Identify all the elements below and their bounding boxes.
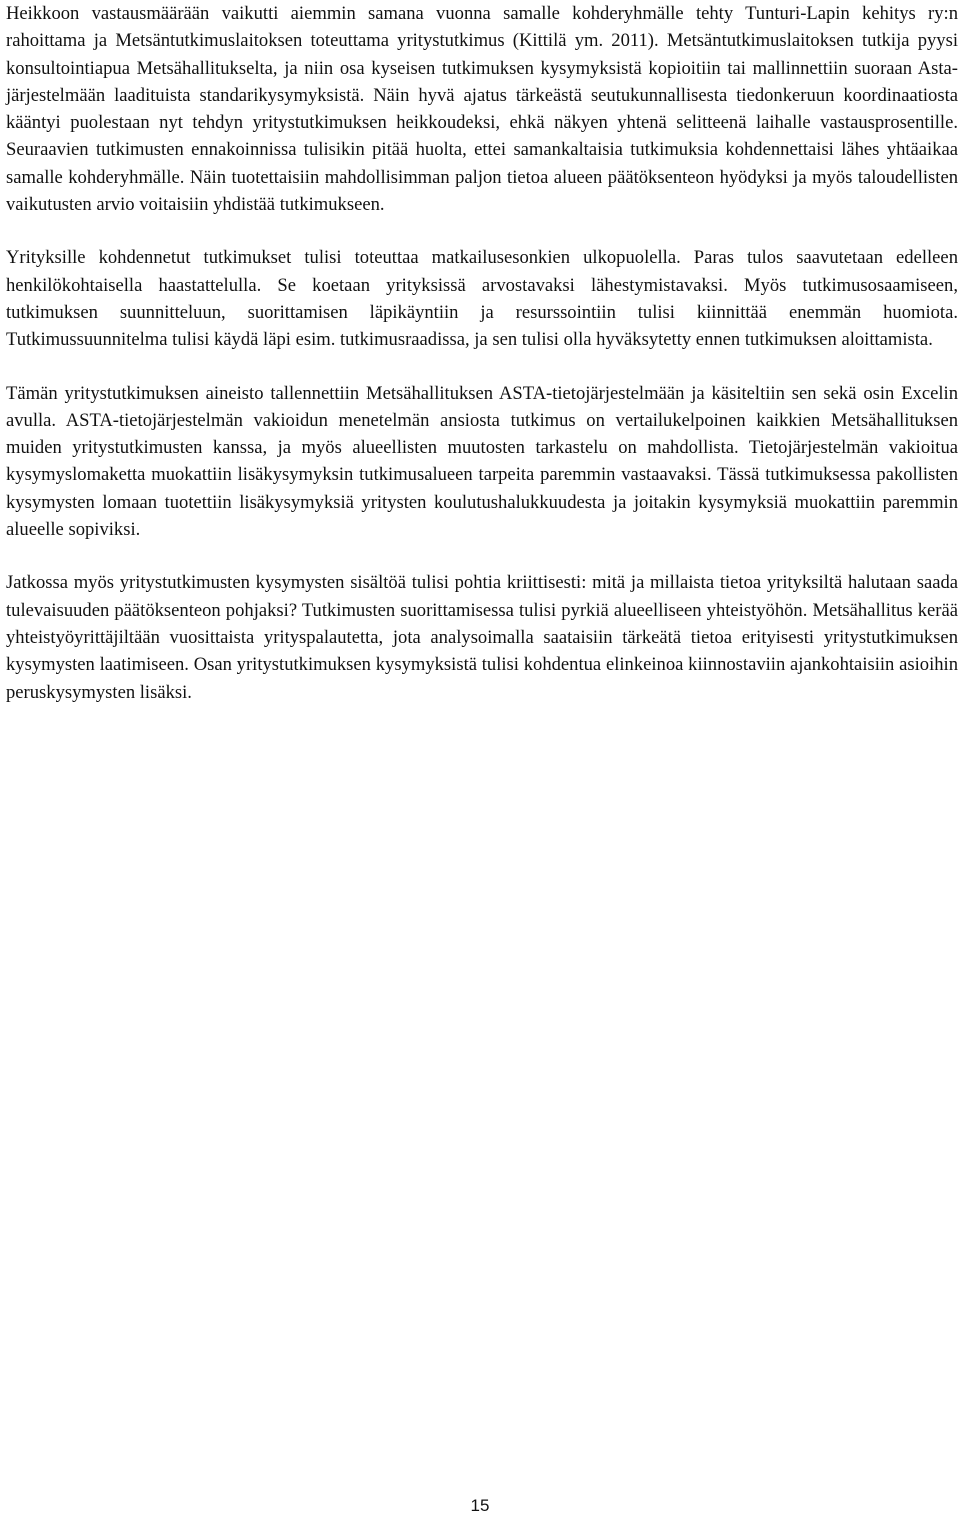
paragraph: Jatkossa myös yritystutkimusten kysymysten sisältöä tulisi pohtia kriittisesti: mitä ja millaista tietoa yrityksiltä halutaan saada tulevaisuuden päätöksenteon pohjaksi? Tutkimusten suorittamisessa tulisi pyrkiä alueelliseen yhteistyöhön. Metsähallitus kerää yhteistyöyrittäjiltään vuosittaista yrityspalautetta, jota analysoimalla saataisiin tärkeätä tietoa erityisesti yritystutkimuksen kysymysten laatimiseen. Osan yritystutkimuksen kysymyksistä tulisi kohdentua elinkeinoa kiinnostaviin ajankohtaisiin asioihin peruskysymysten lisäksi. bbox=[6, 572, 958, 703]
paragraph: Heikkoon vastausmäärään vaikutti aiemmin samana vuonna samalle kohderyhmälle tehty Tunturi-Lapin kehitys ry:n rahoittama ja Metsäntutkimuslaitoksen toteuttama yritystutkimus (Kittilä ym. 2011). Metsäntutkimuslaitoksen tutkija pyysi konsultointiapua Metsähallitukselta, ja niin osa kyseisen tutkimuksen kysymyksistä kopioitiin tai mallinnettiin suoraan Asta-järjestelmään laadituista standarikysymyksistä. Näin hyvä ajatus tärkeästä seutukunnallisesta tiedonkeruun koordinaatiosta kääntyi puolestaan nyt tehdyn yritystutkimuksen heikkoudeksi, ehkä näkyen yhtenä selitteenä laihalle vastausprosentille. Seuraavien tutkimusten ennakoinnissa tulisikin pitää huolta, ettei samankaltaisia tutkimuksia kohdennettaisi lähes yhtäaikaa samalle kohderyhmälle. Näin tuotettaisiin mahdollisimman paljon tietoa alueen päätöksenteon hyödyksi ja myös taloudellisten vaikutusten arvio voitaisiin yhdistää tutkimukseen. bbox=[6, 3, 958, 216]
document-body bbox=[6, 0, 958, 706]
paragraph: Yrityksille kohdennetut tutkimukset tulisi toteuttaa matkailusesonkien ulkopuolella. Paras tulos saavutetaan edelleen henkilökohtaisella haastattelulla. Se koetaan yrityksissä arvostavaksi lähestymistavaksi. Myös tutkimusosaamiseen, tutkimuksen suunnitteluun, suorittamisen läpikäyntiin ja resurssointiin tulisi kiinnittää enemmän huomiota. Tutkimussuunnitelma tulisi käydä läpi esim. tutkimusraadissa, ja sen tulisi olla hyväksytetty ennen tutkimuksen aloittamista. bbox=[6, 247, 958, 351]
paragraph: Tämän yritystutkimuksen aineisto tallennettiin Metsähallituksen ASTA-tietojärjestelmään ja käsiteltiin sen sekä osin Excelin avulla. ASTA-tietojärjestelmän vakioidun menetelmän ansiosta tutkimus on vertailukelpoinen kaikkien Metsähallituksen muiden yritystutkimusten kanssa, ja myös alueellisten muutosten tarkastelu on mahdollista. Tietojärjestelmän vakioitua kysymyslomaketta muokattiin lisäkysymyksin tutkimusalueen tarpeita paremmin vastaavaksi. Tässä tutkimuksessa pakollisten kysymysten lomaan tuotettiin lisäkysymyksiä yritysten koulutushalukkuudesta ja joitakin kysymyksiä muokattiin paremmin alueelle sopiviksi. bbox=[6, 382, 958, 541]
page-number: 15 bbox=[470, 1496, 490, 1515]
